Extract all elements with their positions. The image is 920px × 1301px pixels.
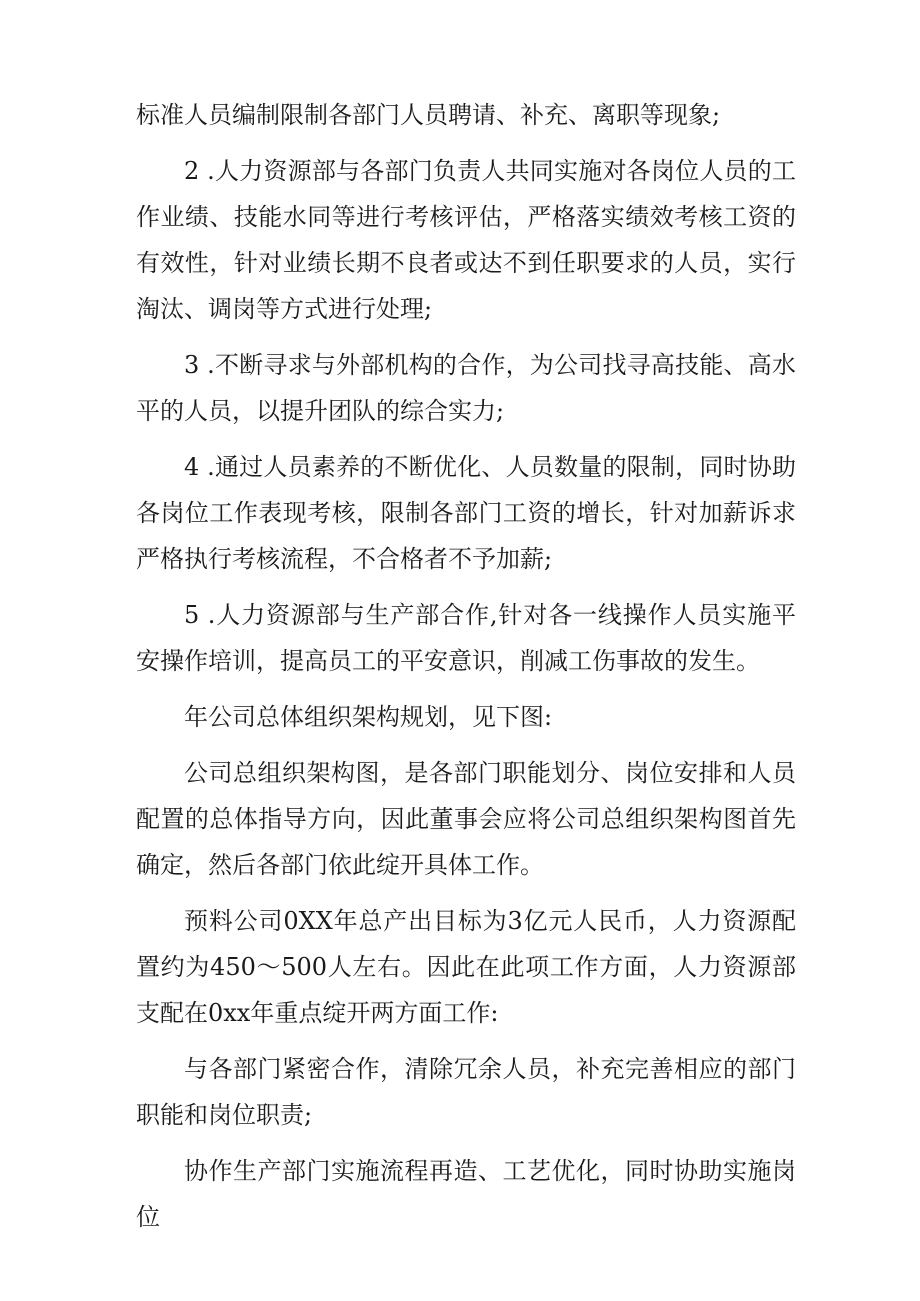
paragraph-item-4: 4 .通过人员素养的不断优化、人员数量的限制，同时协助各岗位工作表现考核，限制各部门工资的增长，针对加薪诉求严格执行考核流程，不合格者不予加薪;: [136, 453, 796, 573]
document-body: [136, 92, 796, 1250]
paragraph-output-target: 预料公司0XX年总产出目标为3亿元人民币，人力资源配置约为450～500人左右。因此在此项工作方面，人力资源部支配在0xx年重点绽开两方面工作:: [136, 907, 796, 1027]
paragraph-dept-cooperation: 与各部门紧密合作，清除冗余人员，补充完善相应的部门职能和岗位职责;: [136, 1055, 796, 1129]
paragraph-item-5: 5 .人力资源部与生产部合作,针对各一线操作人员实施平安操作培训，提高员工的平安意识，削减工伤事故的发生。: [136, 601, 796, 675]
paragraph-org-chart-desc: 公司总组织架构图，是各部门职能划分、岗位安排和人员配置的总体指导方向，因此董事会应将公司总组织架构图首先确定，然后各部门依此绽开具体工作。: [136, 759, 796, 879]
paragraph-org-plan: 年公司总体组织架构规划，见下图:: [184, 703, 553, 731]
paragraph-item-3: 3 .不断寻求与外部机构的合作，为公司找寻高技能、高水平的人员，以提升团队的综合实力;: [136, 351, 796, 425]
paragraph-continuation: 标准人员编制限制各部门人员聘请、补充、离职等现象;: [136, 101, 721, 129]
paragraph-process-reengineering: 协作生产部门实施流程再造、工艺优化，同时协助实施岗位: [136, 1157, 796, 1231]
paragraph-item-2: 2 .人力资源部与各部门负责人共同实施对各岗位人员的工作业绩、技能水同等进行考核评估，严格落实绩效考核工资的有效性，针对业绩长期不良者或达不到任职要求的人员，实行淘汰、调岗等方式进行处理;: [136, 157, 796, 323]
